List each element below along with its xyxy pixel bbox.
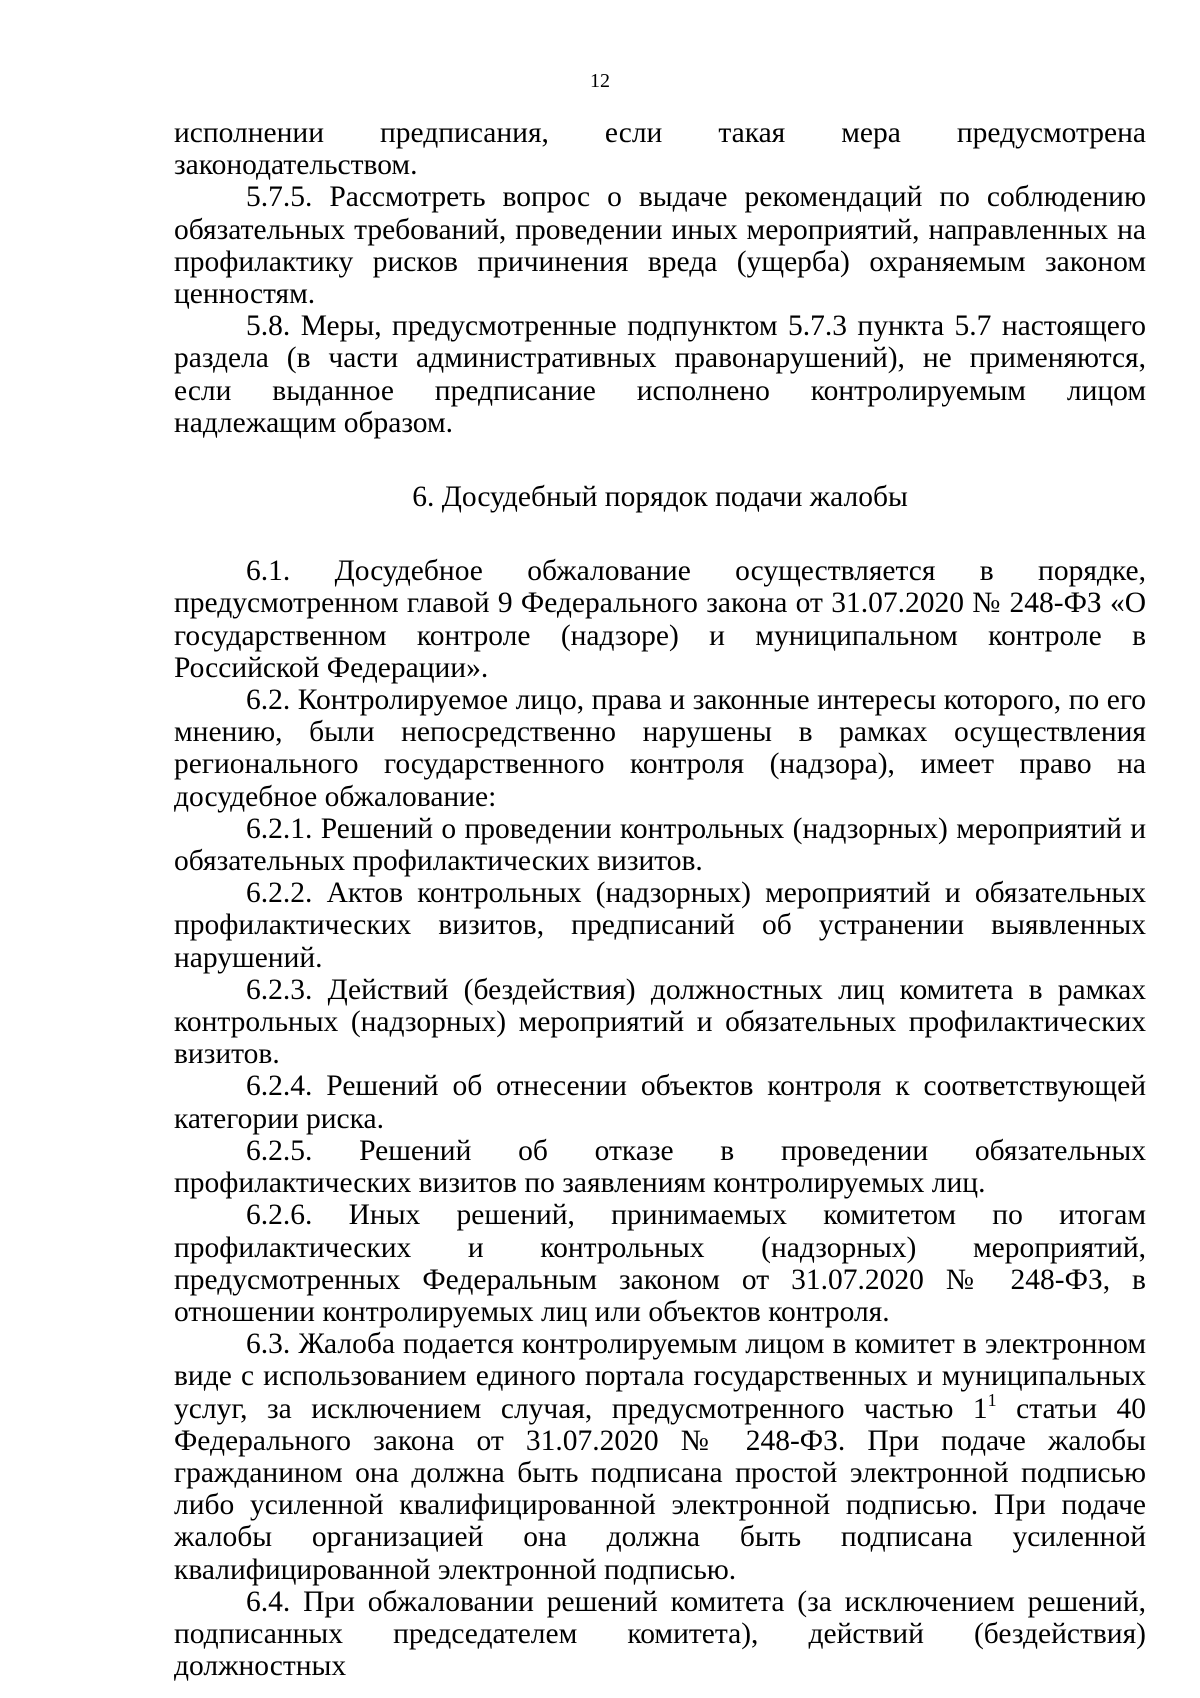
superscript-index: 1 [987, 1389, 997, 1410]
paragraph-6-2-1: 6.2.1. Решений о проведении контрольных (надзорных) мероприятий и обязательных профилактических визитов. [174, 812, 1146, 878]
paragraph-6-2-4: 6.2.4. Решений об отнесении объектов контроля к соответствующей категории риска. [174, 1070, 1146, 1135]
document-body [174, 117, 1146, 1682]
paragraph-6-2-6: 6.2.6. Иных решений, принимаемых комитетом по итогам профилактических и контрольных (надзорных) мероприятий, предусмотренных Федеральным законом от 31.07.2020 № 248-ФЗ, в отношении контролируемых лиц или объектов контроля. [174, 1199, 1146, 1328]
paragraph-6-2-2: 6.2.2. Актов контрольных (надзорных) мероприятий и обязательных профилактических визитов, предписаний об устранении выявленных нарушений. [174, 877, 1146, 974]
paragraph-6-2-3: 6.2.3. Действий (бездействия) должностных лиц комитета в рамках контрольных (надзорных) мероприятий и обязательных профилактических визитов. [174, 973, 1146, 1071]
paragraph-continuation: исполнении предписания, если такая мера предусмотрена законодательством. [174, 117, 1146, 182]
paragraph-5-8: 5.8. Меры, предусмотренные подпунктом 5.7.3 пункта 5.7 настоящего раздела (в части административных правонарушений), не применяются, если выданное предписание исполнено контролируемым лицом надлежащим образом. [174, 310, 1146, 439]
page-number: 12 [590, 70, 610, 92]
paragraph-6-4: 6.4. При обжаловании решений комитета (за исключением решений, подписанных председателем комитета), действий (бездействия) должностных [174, 1585, 1146, 1683]
paragraph-6-3 [174, 1328, 1146, 1586]
paragraph-5-7-5: 5.7.5. Рассмотреть вопрос о выдаче рекомендаций по соблюдению обязательных требований, проведении иных мероприятий, направленных на профилактику рисков причинения вреда (ущерба) охраняемым законом ценностям. [174, 181, 1146, 311]
section-heading-6: 6. Досудебный порядок подачи жалобы [412, 481, 908, 514]
paragraph-6-1: 6.1. Досудебное обжалование осуществляется в порядке, предусмотренном главой 9 Федерального закона от 31.07.2020 № 248-ФЗ «О государственном контроле (надзоре) и муниципальном контроле в Российской Федерации». [174, 555, 1146, 684]
paragraph-6-2-5: 6.2.5. Решений об отказе в проведении обязательных профилактических визитов по заявлениям контролируемых лиц. [174, 1134, 1146, 1200]
paragraph-6-2: 6.2. Контролируемое лицо, права и законные интересы которого, по его мнению, были непосредственно нарушены в рамках осуществления регионального государственного контроля (надзора), имеет право на досудебное обжалование: [174, 684, 1146, 813]
paragraph-6-3-text-end: статьи 40 Федерального закона от 31.07.2020 № 248-ФЗ. При подаче жалобы гражданином она должна быть подписана простой электронной подписью либо усиленной квалифицированной электронной подписью. При подаче жалобы организацией она должна быть подписана усиленной квалифицированной электронной подписью. [174, 1392, 1147, 1586]
paragraph-6-3-text-start: 6.3. Жалоба подается контролируемым лицом в комитет в электронном виде с использованием единого портала государственных и муниципальных услуг, за исключением случая, предусмотренного частью 1 [174, 1328, 1146, 1425]
